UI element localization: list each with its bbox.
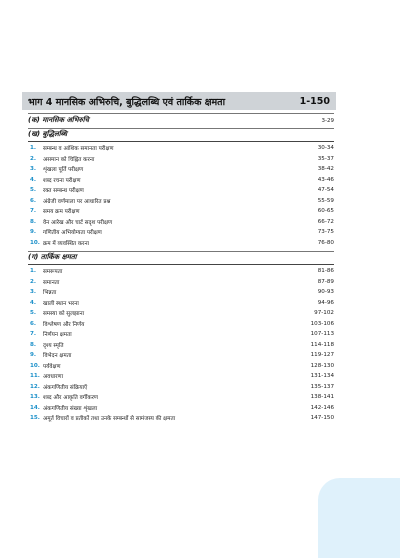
item-number: 9.	[30, 352, 37, 359]
item-pages: 119-127	[310, 352, 334, 359]
toc-row	[30, 185, 334, 196]
item-number: 3.	[30, 166, 37, 173]
item-title: विश्लेषण और निर्णय	[43, 321, 85, 328]
item-title: सम्बन्ध व आंशिक समानता परीक्षण	[43, 146, 114, 153]
toc-row	[30, 196, 334, 207]
toc-row	[30, 217, 334, 228]
item-pages: 138-141	[310, 394, 334, 401]
item-title: समय क्रम परीक्षण	[43, 209, 80, 216]
item-title: अवधारणा	[43, 374, 64, 381]
toc-row	[30, 329, 334, 340]
toc-row	[30, 227, 334, 238]
item-pages: 30-34	[317, 145, 334, 152]
item-pages: 43-46	[317, 176, 334, 183]
toc-row	[30, 298, 334, 309]
item-pages: 81-86	[317, 268, 334, 275]
toc-row	[30, 154, 334, 165]
section-heading-g	[28, 251, 334, 264]
item-pages: 147-150	[310, 415, 334, 422]
item-title: अमूर्त विचारों व प्रतीकों तथा उनके सम्बन्धों से सामंजस्य की क्षमता	[43, 416, 176, 423]
section-title: (ख) बुद्धिलब्धि	[28, 130, 68, 138]
item-number: 1.	[30, 268, 37, 275]
item-pages: 94-96	[317, 299, 334, 306]
item-number: 6.	[30, 197, 37, 204]
item-title: दृश्य स्मृति	[43, 342, 64, 349]
toc-row	[30, 277, 334, 288]
item-title: शब्द रचना परीक्षण	[43, 177, 81, 184]
section-heading-kh	[28, 128, 334, 141]
item-number: 1.	[30, 145, 37, 152]
section-title: (क) मानसिक अभिरुचि	[28, 116, 89, 124]
item-number: 5.	[30, 187, 37, 194]
toc-row	[30, 382, 334, 393]
toc-row	[30, 287, 334, 298]
toc-row	[30, 361, 334, 372]
toc-row	[30, 164, 334, 175]
item-title: खाली स्थान भरना	[43, 300, 79, 307]
item-number: 5.	[30, 310, 37, 317]
toc-row	[30, 143, 334, 154]
item-title: शब्द और आकृति वर्गीकरण	[43, 395, 98, 402]
item-number: 7.	[30, 331, 37, 338]
item-title: शृंखला पूर्ति परीक्षण	[43, 167, 84, 174]
part-title: भाग 4 मानसिक अभिरुचि, बुद्धिलब्धि एवं तार्किक क्षमता	[28, 96, 226, 108]
toc-row	[30, 371, 334, 382]
item-title: भिन्नता	[43, 290, 57, 297]
item-title: असमान को चिह्नित करना	[43, 156, 95, 163]
toc-row	[30, 413, 334, 424]
item-title: निर्णयन क्षमता	[43, 332, 72, 339]
item-title: अंकगणितीय संख्या शृंखला	[43, 405, 98, 412]
item-title: समरूपता	[43, 269, 63, 276]
item-pages: 90-93	[317, 289, 334, 296]
item-pages: 135-137	[310, 383, 334, 390]
item-pages: 142-146	[310, 404, 334, 411]
toc-row	[30, 340, 334, 351]
item-pages: 87-89	[317, 278, 334, 285]
item-pages: 60-65	[317, 208, 334, 215]
item-pages: 114-118	[310, 341, 334, 348]
item-title: समानता	[43, 279, 60, 286]
item-title: अंग्रेजी वर्णमाला पर आधारित प्रश्न	[43, 198, 111, 205]
item-number: 2.	[30, 155, 37, 162]
item-number: 10.	[30, 239, 40, 246]
item-title: गणितीय अभियोग्यता परीक्षण	[43, 230, 102, 237]
item-number: 14.	[30, 404, 40, 411]
divider	[28, 141, 334, 142]
toc-row	[30, 266, 334, 277]
item-number: 4.	[30, 299, 37, 306]
item-pages: 55-59	[317, 197, 334, 204]
section-page-range: 3-29	[321, 117, 334, 124]
item-number: 11.	[30, 373, 40, 380]
divider	[28, 264, 334, 265]
item-number: 8.	[30, 341, 37, 348]
item-title: पर्यवेक्षण	[43, 363, 61, 370]
item-title: रक्त सम्बन्ध परीक्षण	[43, 188, 84, 195]
item-number: 10.	[30, 362, 40, 369]
item-number: 2.	[30, 278, 37, 285]
item-number: 9.	[30, 229, 37, 236]
toc-row	[30, 308, 334, 319]
item-number: 6.	[30, 320, 37, 327]
item-pages: 73-75	[317, 229, 334, 236]
item-pages: 47-54	[317, 187, 334, 194]
item-number: 4.	[30, 176, 37, 183]
item-pages: 103-106	[310, 320, 334, 327]
item-pages: 76-80	[317, 239, 334, 246]
toc-row	[30, 319, 334, 330]
toc-row	[30, 238, 334, 249]
item-pages: 97-102	[314, 310, 334, 317]
item-pages: 131-134	[310, 373, 334, 380]
toc-row	[30, 175, 334, 186]
item-title: वेन आरेख और चार्ट सदृश परीक्षण	[43, 219, 113, 226]
item-number: 12.	[30, 383, 40, 390]
section-heading-k	[28, 114, 334, 127]
item-pages: 66-72	[317, 218, 334, 225]
part-page-range: 1-150	[299, 95, 330, 107]
item-title: अंकगणितीय संक्रियाएँ	[43, 384, 88, 391]
item-number: 13.	[30, 394, 40, 401]
item-pages: 107-113	[310, 331, 334, 338]
item-pages: 128-130	[310, 362, 334, 369]
item-title: विभेदन क्षमता	[43, 353, 72, 360]
item-number: 8.	[30, 218, 37, 225]
part-header	[22, 92, 336, 110]
item-number: 7.	[30, 208, 37, 215]
item-number: 3.	[30, 289, 37, 296]
item-title: समस्या को सुलझाना	[43, 311, 85, 318]
item-pages: 38-42	[317, 166, 334, 173]
toc-row	[30, 350, 334, 361]
toc-row	[30, 392, 334, 403]
corner-decoration	[318, 478, 400, 558]
section-title: (ग) तार्किक क्षमता	[28, 253, 77, 261]
toc-row	[30, 206, 334, 217]
toc-row	[30, 403, 334, 414]
item-pages: 35-37	[317, 155, 334, 162]
item-title: क्रम में व्यवस्थित करना	[43, 240, 90, 247]
item-number: 15.	[30, 415, 40, 422]
